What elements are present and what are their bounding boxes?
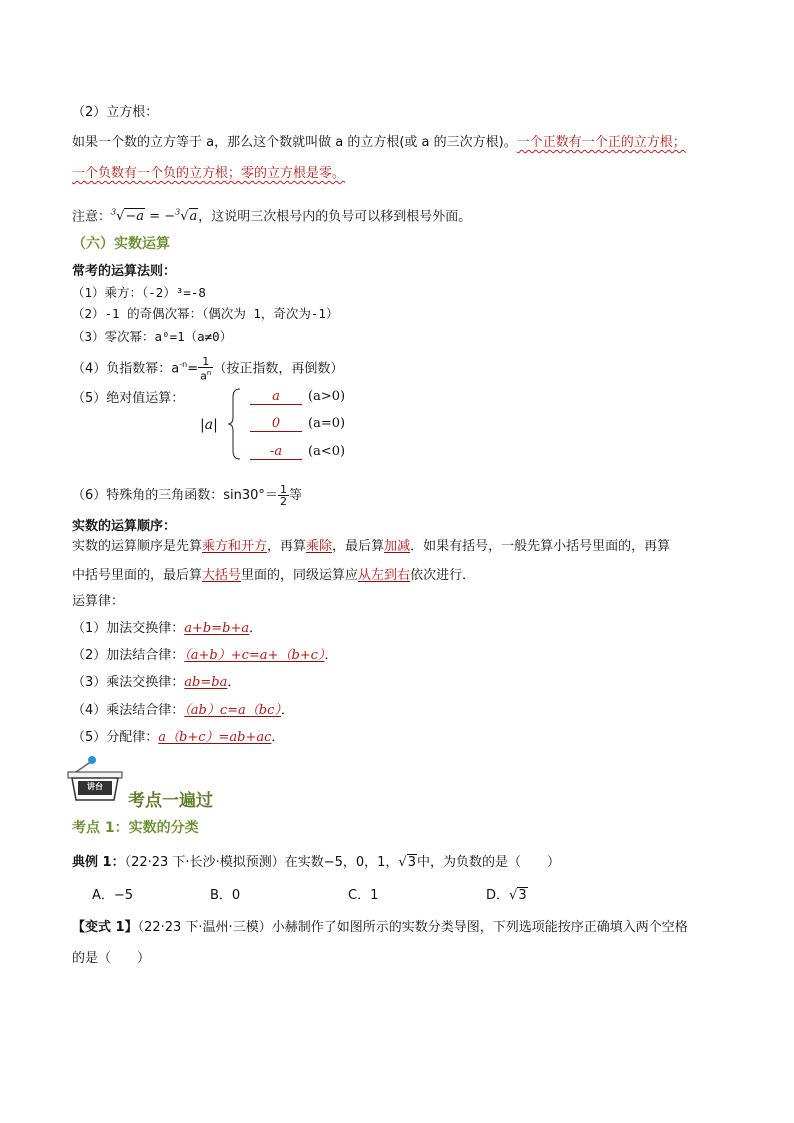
abs-a-symbol: |a|	[200, 417, 218, 433]
law-5: （5）分配律：a（b+c）=ab+ac．	[72, 730, 285, 745]
podium-icon	[62, 754, 128, 804]
rule-1: （1）乘方：（-2）³=-8	[72, 285, 206, 300]
rules-title: 常考的运算法则：	[72, 264, 177, 279]
variant-1: 【变式 1】（22·23 下·温州·三模）小赫制作了如图所示的实数分类导图，下列选项能按序正确填入两个空格	[72, 920, 688, 935]
law-3: （3）乘法交换律：ab=ba．	[72, 675, 241, 690]
variant-1-cont: 的是（ ）	[72, 951, 151, 966]
option-d[interactable]: D．√3	[486, 888, 527, 903]
rule-2: （2）-1 的奇偶次幂：（偶次为 1，奇次为-1）	[72, 306, 339, 321]
rule-3: （3）零次幂：a⁰=1（a≠0）	[72, 329, 233, 344]
cube-root-definition: 如果一个数的立方等于 a，那么这个数就叫做 a 的立方根(或 a 的三次方根)。一个正数有一个正的立方根；	[72, 135, 686, 150]
cube-root-formula: $^3$√−a = −$^3$√a	[111, 208, 198, 225]
example-1: 典例 1：（22·23 下·长沙·模拟预测）在实数−5，0，1，√3中，为负数的是（ ）	[72, 855, 560, 870]
law-2: （2）加法结合律：（a+b）+c=a+（b+c）．	[72, 648, 338, 663]
abs-row-positive: a (a>0)	[250, 389, 345, 405]
cube-root-note: 注意：$^3$√−a = −$^3$√a，这说明三次根号内的负号可以移到根号外面。	[72, 208, 472, 225]
cube-root-heading: （2）立方根：	[72, 105, 159, 120]
option-b[interactable]: B．0	[210, 888, 241, 903]
section-heading: （六）实数运算	[72, 236, 170, 252]
rule-4: （4）负指数幂：$a^{-n}=$ $\frac{1}{a^n}$ （按正指数，再倒数）	[72, 355, 344, 383]
reciprocal-fraction: $\frac{1}{a^n}$	[200, 355, 212, 383]
order-line-2: 中括号里面的，最后算大括号里面的，同级运算应从左到右依次进行．	[72, 568, 476, 583]
order-title: 实数的运算顺序：	[72, 519, 177, 534]
order-line-1: 实数的运算顺序是先算乘方和开方，再算乘除，最后算加减．如果有括号，一般先算小括号里面的，再算	[72, 539, 671, 554]
laws-title: 运算律：	[72, 594, 125, 609]
half-fraction: $\frac{1}{2}$	[279, 483, 287, 508]
option-c[interactable]: C．1	[348, 888, 379, 903]
kaodian-title: 考点一遍过	[128, 791, 213, 811]
cube-root-definition-2: 一个负数有一个负的立方根；零的立方根是零。	[72, 166, 346, 181]
podium-badge-label: 讲台	[87, 782, 103, 791]
abs-row-negative: -a (a<0)	[250, 444, 345, 460]
point-1-heading: 考点 1：实数的分类	[72, 820, 199, 836]
brace-icon	[226, 387, 242, 461]
rule-5-label: （5）绝对值运算：	[72, 391, 185, 406]
rule-6: （6）特殊角的三角函数：sin30°＝ $\frac{1}{2}$ 等	[72, 483, 302, 508]
law-4: （4）乘法结合律：（ab）c=a（bc）．	[72, 703, 294, 718]
abs-row-zero: 0 (a=0)	[250, 416, 345, 432]
law-1: （1）加法交换律：a+b=b+a．	[72, 621, 263, 636]
option-a[interactable]: A．−5	[92, 888, 134, 903]
